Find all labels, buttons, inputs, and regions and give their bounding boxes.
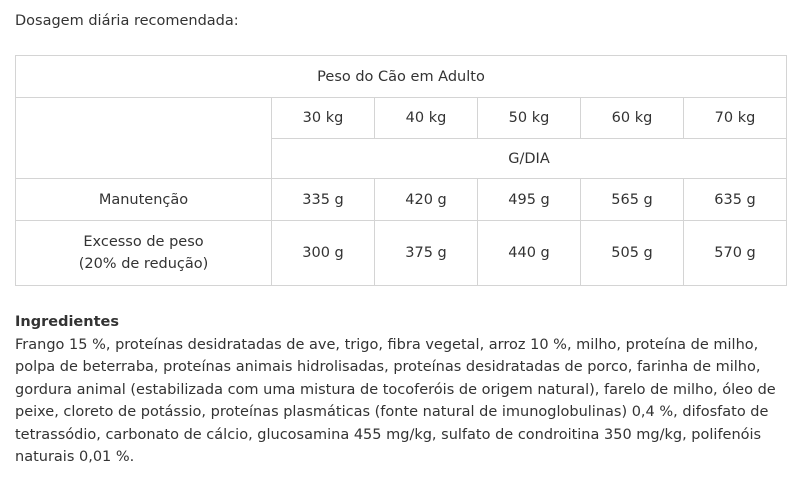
- value-cell: 300 g: [272, 221, 375, 286]
- ingredients-line: naturais 0,01 %.: [15, 449, 135, 465]
- table-header-row: [16, 56, 787, 98]
- ingredients-title: Ingredientes: [15, 314, 119, 330]
- value-cell: 570 g: [684, 221, 787, 286]
- row-label-excess-weight: [16, 221, 272, 286]
- table-row: [16, 179, 787, 221]
- row-label-line: (20% de redução): [78, 256, 209, 272]
- row-label-line: Excesso de peso: [83, 234, 204, 250]
- dosage-table: [15, 55, 787, 286]
- ingredients-line: Frango 15 %, proteínas desidratadas de ave, trigo, fibra vegetal, arroz 10 %, milho, proteína de milho,: [15, 336, 759, 353]
- ingredients-line: peixe, cloreto de potássio, proteínas plasmáticas (fonte natural de imunoglobulinas) 0,4 %, difosfato de: [15, 404, 769, 420]
- ingredients-line: tetrassódio, carbonato de cálcio, glucosamina 455 mg/kg, sulfato de condroitina 350 mg/kg, polifenóis: [15, 426, 762, 443]
- value-cell: 495 g: [478, 179, 581, 221]
- value-cell: 440 g: [478, 221, 581, 286]
- weight-cell: 70 kg: [684, 98, 787, 139]
- value-cell: 565 g: [581, 179, 684, 221]
- value-cell: 635 g: [684, 179, 787, 221]
- value-cell: 505 g: [581, 221, 684, 286]
- weights-row: [16, 98, 787, 139]
- ingredients-line: polpa de beterraba, proteínas animais hidrolisadas, proteínas desidratadas de porco, farinha de milho,: [15, 359, 761, 375]
- empty-label-cell: [16, 98, 272, 179]
- weight-cell: 40 kg: [375, 98, 478, 139]
- adult-weight-header: Peso do Cão em Adulto: [16, 56, 787, 98]
- ingredients-line: gordura animal (estabilizada com uma mistura de tocoferóis de origem natural), farelo de milho, óleo de: [15, 381, 776, 398]
- weight-cell: 60 kg: [581, 98, 684, 139]
- row-label-maintenance: Manutenção: [16, 179, 272, 221]
- weight-cell: 30 kg: [272, 98, 375, 139]
- weight-cell: 50 kg: [478, 98, 581, 139]
- table-row: [16, 221, 787, 286]
- value-cell: 420 g: [375, 179, 478, 221]
- ingredients-section: [15, 311, 790, 469]
- value-cell: 335 g: [272, 179, 375, 221]
- unit-label: G/DIA: [272, 139, 787, 179]
- dosage-intro-text: Dosagem diária recomendada:: [15, 13, 239, 29]
- value-cell: 375 g: [375, 221, 478, 286]
